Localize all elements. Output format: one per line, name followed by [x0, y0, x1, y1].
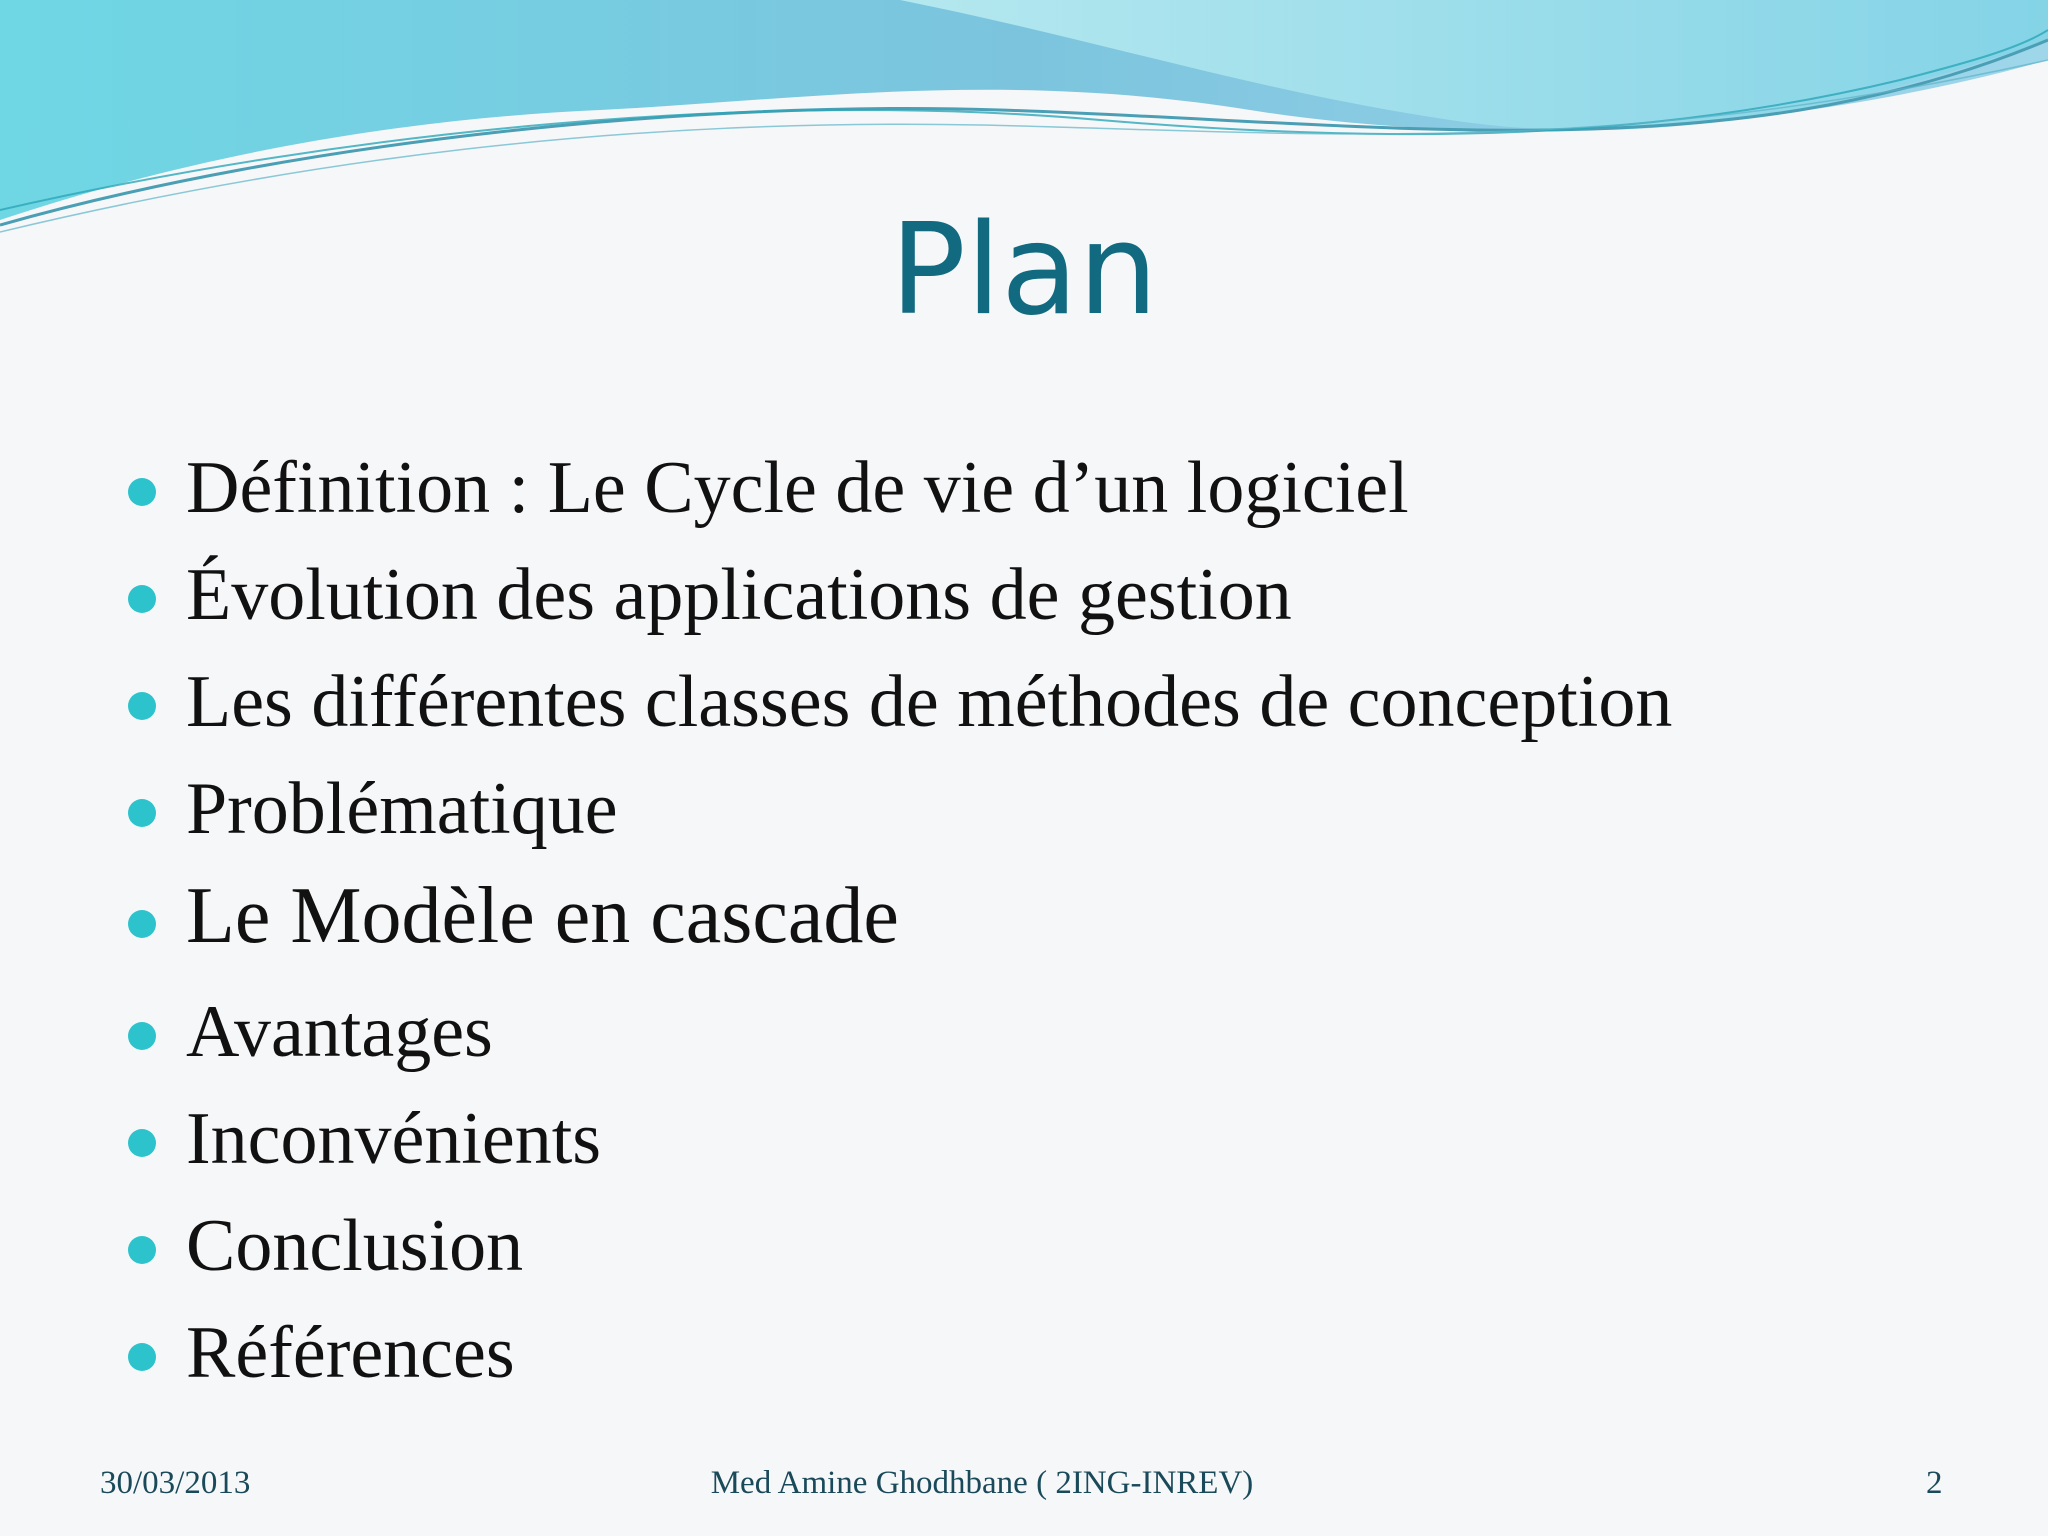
bullet-dot-icon — [128, 478, 156, 506]
list-item — [128, 1303, 2008, 1410]
list-item-text: Avantages — [186, 991, 493, 1073]
slide-title: Plan — [889, 196, 1159, 343]
list-item — [128, 545, 2008, 652]
bullet-dot-icon — [128, 1343, 156, 1371]
list-item-text: Évolution des applications de gestion — [186, 554, 1292, 636]
bullet-dot-icon — [128, 692, 156, 720]
list-item-text: Définition : Le Cycle de vie d’un logiciel — [186, 447, 1409, 529]
bullet-dot-icon — [128, 910, 156, 938]
list-item — [128, 1196, 2008, 1303]
list-item — [128, 866, 2008, 982]
list-item — [128, 1089, 2008, 1196]
list-item-text: Inconvénients — [186, 1098, 602, 1180]
page-number: 2 — [1926, 1465, 1943, 1501]
bullet-dot-icon — [128, 799, 156, 827]
bullet-dot-icon — [128, 585, 156, 613]
list-item-text: Les différentes classes de méthodes de conception — [186, 661, 1673, 743]
list-item-text: Références — [186, 1312, 515, 1394]
bullet-dot-icon — [128, 1236, 156, 1264]
list-item — [128, 759, 2008, 866]
bullet-dot-icon — [128, 1129, 156, 1157]
list-item — [128, 652, 2008, 759]
list-item-text: Le Modèle en cascade — [186, 872, 899, 960]
bullet-list — [128, 438, 2008, 1410]
list-item — [128, 438, 2008, 545]
footer-author: Med Amine Ghodhbane ( 2ING-INREV) — [710, 1465, 1254, 1501]
bullet-dot-icon — [128, 1022, 156, 1050]
list-item-text: Problématique — [186, 768, 618, 850]
list-item-text: Conclusion — [186, 1205, 524, 1287]
list-item — [128, 982, 2008, 1089]
footer-date: 30/03/2013 — [100, 1465, 251, 1501]
